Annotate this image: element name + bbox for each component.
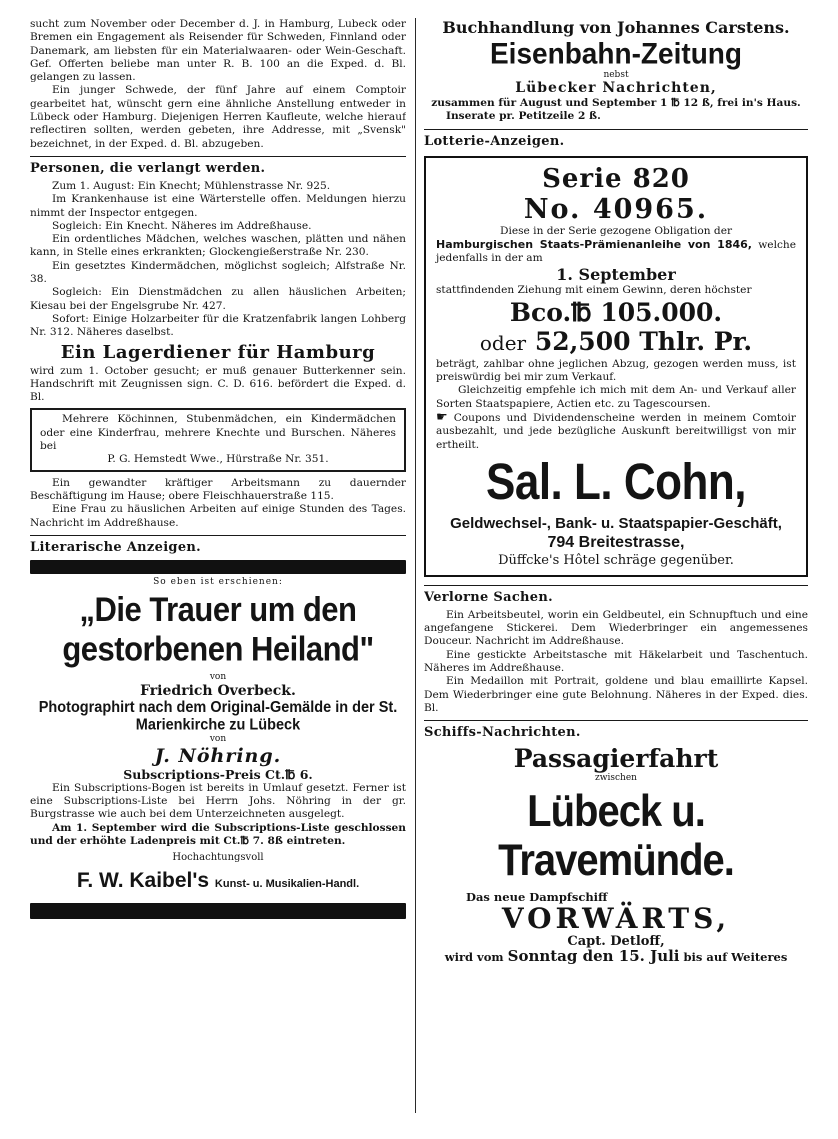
right-column bbox=[424, 18, 808, 964]
september-text: Am 1. September wird die Subscriptions-Liste geschlossen und der erhöhte Ladenpreis mit Ct.℔ 7. 8ß eintreten. bbox=[30, 821, 406, 847]
coupons-text: Coupons und Dividendenscheine werden in meinem Comtoir ausbezahlt, und jede bezügliche Auskunft bereitwilligst von mir ertheilt. bbox=[436, 411, 796, 451]
ziehung-text: stattfindenden Ziehung mit einem Gewinn, deren höchster bbox=[436, 284, 752, 297]
hamburg-anleihe-rest: welche jedenfalls in der am bbox=[436, 238, 796, 265]
kaibel-name: F. W. Kaibel's bbox=[76, 869, 210, 893]
von-label: von bbox=[209, 733, 227, 744]
serie-number: Serie 820 bbox=[542, 163, 690, 194]
ad-dienstmaedchen: Sogleich: Ein Dienstmädchen zu allen häuslichen Arbeiten; Kiesau bei der Engelsgrube Nr. 427. bbox=[30, 286, 406, 312]
ad-kindermaedchen: Ein gesetztes Kindermädchen, möglichst sogleich; Alfstraße Nr. 38. bbox=[30, 259, 406, 286]
section-rule bbox=[30, 156, 406, 157]
section-title-verlorne: Verlorne Sachen. bbox=[424, 589, 553, 605]
lagerdiener-title: Ein Lagerdiener für Hamburg bbox=[60, 341, 376, 363]
zwischen-label: zwischen bbox=[595, 773, 637, 784]
thlr-value: 52,500 Thlr. Pr. bbox=[534, 326, 753, 356]
cohn-ad-box bbox=[424, 156, 808, 577]
ad-krankenhaus: Im Krankenhause ist eine Wärterstelle offen. Meldungen hierzu nimmt der Inspector entgegen. bbox=[30, 193, 406, 219]
section-title-personen: Personen, die verlangt werden. bbox=[30, 160, 266, 176]
section-rule bbox=[424, 129, 808, 130]
geldwechsel-text: Geldwechsel-, Bank- u. Staatspapier-Geschäft, bbox=[450, 514, 782, 532]
subscription-text: Ein Subscriptions-Bogen ist bereits in Umlauf gesetzt. Ferner ist eine Subscriptions-Liste bei Herrn Johs. Nöhring in der gr. Burgstrasse wie auch bei dem Unterzeichneten ausgelegt. bbox=[30, 781, 406, 821]
soeben-label: So eben ist erschienen: bbox=[153, 576, 283, 587]
ship-name: VORWÄRTS, bbox=[501, 902, 731, 936]
ad-reisender: sucht zum November oder December d. J. in Hamburg, Lubeck oder Bremen ein Engagement als Reisender für Schweden, Finnland oder Danemark, am liebsten für ein Materialwaaren- oder Wein-Geschaft. Gef. Offerten beliebe man unter R. B. 100 an die Exped. d. Bl. gelangen zu lassen. bbox=[30, 18, 406, 84]
luebecker-nachrichten: Lübecker Nachrichten, bbox=[515, 80, 717, 96]
column-divider bbox=[415, 18, 416, 1113]
eisenbahn-zeitung-title: Eisenbahn-Zeitung bbox=[490, 37, 742, 70]
pointing-hand-icon: ☛ bbox=[436, 409, 448, 425]
section-title-schiffs: Schiffs-Nachrichten. bbox=[424, 725, 581, 741]
luebeck-travemuende: Lübeck u. Travemünde. bbox=[498, 786, 734, 886]
wird-vom-label: wird vom bbox=[444, 950, 504, 965]
black-rule bbox=[30, 560, 406, 574]
subscription-info: zusammen für August und September 1 ℔ 12 ß, frei in's Haus. bbox=[431, 97, 801, 109]
kaibel-business: Kunst- u. Musikalien-Handl. bbox=[214, 878, 360, 891]
september-date: 1. September bbox=[556, 265, 676, 285]
section-rule bbox=[30, 535, 406, 536]
betraegt-text: beträgt, zahlbar ohne jeglichen Abzug, gezogen werden muss, ist preiswürdig bei mir zum Verkauf. bbox=[436, 357, 796, 384]
gleichzeitig-text: Gleichzeitig empfehle ich mich mit dem An- und Verkauf aller Sorten Staatspapiere, Actien etc. zu Tagescoursen. bbox=[436, 384, 796, 410]
section-rule bbox=[424, 720, 808, 721]
thlr-amount bbox=[436, 327, 796, 358]
oder-label: oder bbox=[479, 330, 527, 355]
ad-maedchen: Ein ordentliches Mädchen, welches waschen, plätten und nähen kann, in Stelle eines erkrankten; Glockengießerstraße Nr. 230. bbox=[30, 233, 406, 259]
buchhandlung-title: Buchhandlung von Johannes Carstens. bbox=[442, 18, 790, 37]
noehring-name: J. Nöhring. bbox=[154, 744, 282, 767]
trauer-title: „Die Trauer um den gestorbenen Heiland" bbox=[62, 589, 374, 668]
captain-name: Capt. Detloff, bbox=[567, 934, 665, 950]
inserate-info: Inserate pr. Petitzeile 2 ß. bbox=[446, 110, 601, 123]
ad-schwede: Ein junger Schwede, der fünf Jahre auf einem Comptoir gearbeitet hat, wünscht gern eine ähnliche Anstellung entweder in Lübeck oder Hamburg. Diejenigen Herren Kaufleute, welche hierauf reflectiren sollten, werden gebeten, ihre Addresse, mit „Svensk" bezeichnet, in der Exped. d. Bl. abzugeben. bbox=[30, 84, 406, 150]
boxed-ad bbox=[30, 408, 406, 471]
obligation-number: No. 40965. bbox=[523, 193, 709, 225]
ad-knecht: Zum 1. August: Ein Knecht; Mühlenstrasse Nr. 925. bbox=[52, 179, 331, 192]
breitestrasse-address: 794 Breitestrasse, bbox=[547, 533, 685, 551]
overbeck-name: Friedrich Overbeck. bbox=[140, 682, 296, 699]
black-rule-bottom bbox=[30, 903, 406, 919]
nebst-label: nebst bbox=[603, 70, 629, 80]
passagierfahrt-title: Passagierfahrt bbox=[513, 744, 719, 774]
subscription-price: Subscriptions-Preis Ct.℔ 6. bbox=[123, 766, 313, 782]
boxed-ad-text: Mehrere Köchinnen, Stubenmädchen, ein Kindermädchen oder eine Kinderfrau, mehrere Knechte und Burschen. Näheres bei bbox=[40, 413, 396, 453]
hamburg-anleihe: Hamburgischen Staats-Prämienanleihe von 1846, bbox=[436, 237, 752, 251]
dueffcke-hotel: Düffcke's Hôtel schräge gegenüber. bbox=[498, 552, 734, 568]
lagerdiener-text: wird zum 1. October gesucht; er muß genauer Butterkenner sein. Handschrift mit Zeugnissen sign. C. D. 616. befördert die Exped. d. Bl. bbox=[30, 364, 406, 404]
von-label: von bbox=[209, 671, 227, 682]
cohn-name: Sal. L. Cohn, bbox=[486, 454, 746, 511]
ad-knecht-sogleich: Sogleich: Ein Knecht. Näheres im Addreßhause. bbox=[52, 219, 312, 232]
ad-holzarbeiter: Sofort: Einige Holzarbeiter für die Kratzenfabrik langen Lohberg Nr. 312. Näheres daselbst. bbox=[30, 312, 406, 339]
boxed-ad-address: P. G. Hemstedt Wwe., Hürstraße Nr. 351. bbox=[107, 453, 329, 466]
left-column bbox=[30, 18, 406, 919]
sailing-date bbox=[424, 949, 808, 964]
section-rule bbox=[424, 585, 808, 586]
lost-arbeitstasche: Eine gestickte Arbeitstasche mit Häkelarbeit und Taschentuch. Näheres im Addreßhause. bbox=[424, 648, 808, 675]
bis-label: bis auf Weiteres bbox=[683, 950, 788, 965]
section-title-lotterie: Lotterie-Anzeigen. bbox=[424, 133, 565, 149]
ad-arbeitsmann: Ein gewandter kräftiger Arbeitsmann zu dauernder Beschäftigung im Hause; obere Fleischhauerstraße 115. bbox=[30, 476, 406, 502]
lost-medaillon: Ein Medaillon mit Portrait, goldene und blau emaillirte Kapsel. Dem Wiederbringer eine gute Belohnung. Näheres in der Exped. dies. Bl. bbox=[424, 675, 808, 714]
kaibel-signature bbox=[30, 868, 406, 897]
lost-arbeitsbeutel: Ein Arbeitsbeutel, worin ein Geldbeutel, ein Schnupftuch und eine angefangene Stickerei. Dem Wiederbringer ein angemessenes Douceur. Nachricht im Addreßhause. bbox=[424, 608, 808, 648]
hochachtungsvoll: Hochachtungsvoll bbox=[172, 852, 264, 864]
dampfschiff-label: Das neue Dampfschiff bbox=[466, 890, 608, 905]
bco-amount: Bco.℔ 105.000. bbox=[509, 297, 723, 327]
ad-frau: Eine Frau zu häuslichen Arbeiten auf einige Stunden des Tages. Nachricht im Addreßhause. bbox=[30, 503, 406, 529]
sonntag-date: Sonntag den 15. Juli bbox=[507, 947, 680, 965]
obligation-text: Diese in der Serie gezogene Obligation der bbox=[499, 224, 733, 237]
section-title-literarische: Literarische Anzeigen. bbox=[30, 539, 201, 555]
photo-text: Photographirt nach dem Original-Gemälde in der St. Marienkirche zu Lübeck bbox=[38, 698, 398, 734]
